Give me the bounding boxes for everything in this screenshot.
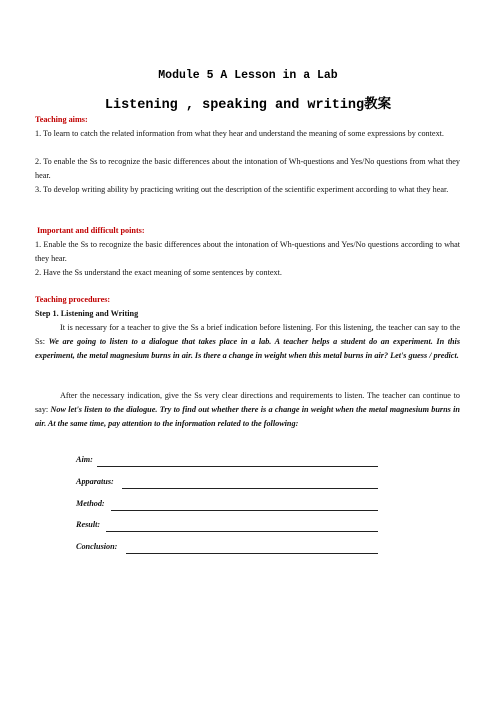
field-conclusion-line bbox=[126, 553, 378, 554]
paragraph-1-text: It is necessary for a teacher to give the Ss a brief indication before listening. For this listening, the teacher can say to the Ss: bbox=[35, 323, 460, 346]
point-item-1: 1. Enable the Ss to recognize the basic differences about the intonation of Wh-questions and Yes/No questions according to what they hear. bbox=[35, 240, 460, 263]
field-apparatus-label: Apparatus: bbox=[76, 477, 114, 486]
field-apparatus-line bbox=[122, 488, 378, 489]
paragraph-2-emphasis: Now let's listen to the dialogue. Try to find out whether there is a change in weight when the metal magnesium burns in air. At the same time, pay attention to the information related to the following: bbox=[35, 405, 460, 428]
procedures-heading: Teaching procedures: bbox=[35, 295, 111, 304]
aim-item-3: 3. To develop writing ability by practicing writing out the description of the scientific experiment according to what they hear. bbox=[35, 185, 449, 194]
aim-item-1: 1. To learn to catch the related information from what they hear and understand the meaning of some expressions by context. bbox=[35, 129, 444, 138]
field-method-label: Method: bbox=[76, 499, 105, 508]
document-title: Module 5 A Lesson in a Lab bbox=[158, 69, 338, 82]
field-result-label: Result: bbox=[76, 520, 101, 529]
step-1-heading: Step 1. Listening and Writing bbox=[35, 309, 139, 318]
aim-item-2: 2. To enable the Ss to recognize the basic differences about the intonation of Wh-questions and Yes/No questions from what they hear. bbox=[35, 157, 460, 180]
point-item-2: 2. Have the Ss understand the exact meaning of some sentences by context. bbox=[35, 268, 282, 277]
paragraph-1 bbox=[35, 321, 460, 363]
teaching-aims-heading: Teaching aims: bbox=[35, 115, 88, 124]
field-aim-line bbox=[97, 466, 378, 467]
paragraph-1-emphasis: We are going to listen to a dialogue that takes place in a lab. A teacher helps a student do an experiment. In this experiment, the metal magnesium burns in air. Is there a change in weight when this metal burns in air? Let's guess / predict. bbox=[35, 337, 461, 360]
paragraph-2-text: After the necessary indication, give the Ss very clear directions and requirements to listen. The teacher can continue to say: bbox=[35, 391, 460, 414]
paragraph-2 bbox=[35, 389, 460, 431]
important-points-heading: Important and difficult points: bbox=[37, 226, 145, 235]
field-conclusion-label: Conclusion: bbox=[76, 542, 118, 551]
field-method-line bbox=[111, 510, 378, 511]
document-subtitle: Listening , speaking and writing教案 bbox=[104, 98, 392, 113]
field-aim-label: Aim: bbox=[76, 455, 93, 464]
field-result-line bbox=[106, 531, 378, 532]
